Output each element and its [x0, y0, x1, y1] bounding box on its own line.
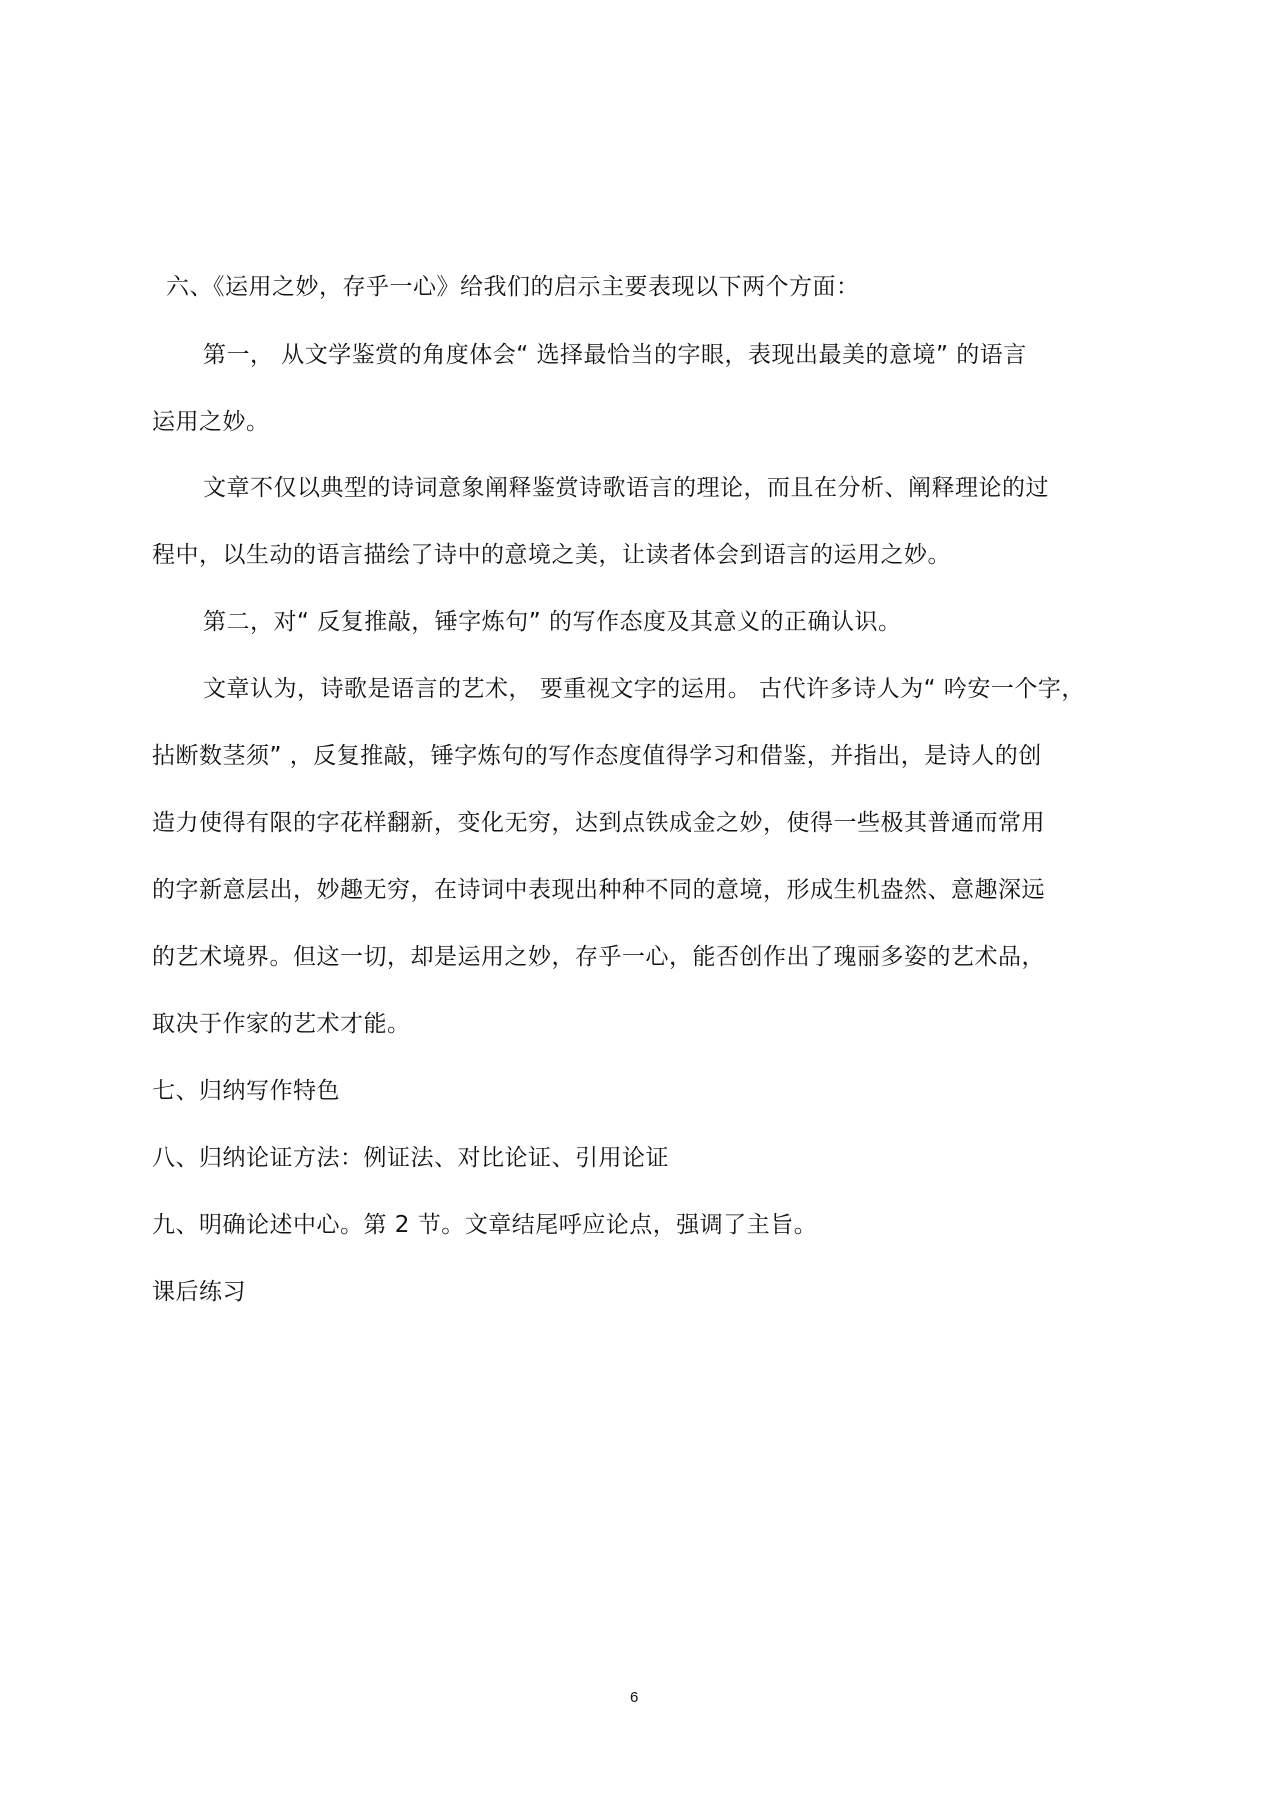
point-one-line-1: 第一， 从文学鉴赏的角度体会“ 选择最恰当的字眼，表现出最美的意境” 的语言: [203, 342, 1027, 368]
paragraph-2-line-3: 造力使得有限的字花样翻新，变化无穷，达到点铁成金之妙，使得一些极其普通而常用: [152, 810, 1045, 836]
section-six-heading: 六、《运用之妙，存乎一心》给我们的启示主要表现以下两个方面：: [166, 274, 860, 300]
section-nine-heading: 九、明确论述中心。第 2 节。文章结尾呼应论点，强调了主旨。: [152, 1212, 818, 1238]
section-eight-heading: 八、归纳论证方法：例证法、对比论证、引用论证: [152, 1145, 669, 1171]
page-number: 6: [630, 1689, 639, 1706]
paragraph-2-line-2: 拈断数茎须” ，反复推敲，锤字炼句的写作态度值得学习和借鉴，并指出，是诗人的创: [152, 743, 1042, 769]
paragraph-1-line-1: 文章不仅以典型的诗词意象阐释鉴赏诗歌语言的理论，而且在分析、阐释理论的过: [203, 475, 1049, 501]
paragraph-1-line-2: 程中，以生动的语言描绘了诗中的意境之美，让读者体会到语言的运用之妙。: [152, 542, 951, 568]
point-two-line: 第二，对“ 反复推敲，锤字炼句” 的写作态度及其意义的正确认识。: [203, 609, 902, 635]
paragraph-2-line-6: 取决于作家的艺术才能。: [152, 1011, 411, 1037]
paragraph-2-line-4: 的字新意层出，妙趣无穷，在诗词中表现出种种不同的意境，形成生机盎然、意趣深远: [152, 877, 1045, 903]
exercises-heading: 课后练习: [152, 1279, 246, 1305]
section-seven-heading: 七、归纳写作特色: [152, 1078, 340, 1104]
paragraph-2-line-5: 的艺术境界。但这一切，却是运用之妙，存乎一心，能否创作出了瑰丽多姿的艺术品，: [152, 944, 1045, 970]
paragraph-2-line-1: 文章认为，诗歌是语言的艺术， 要重视文字的运用。 古代许多诗人为“ 吟安一个字，: [203, 676, 1085, 702]
point-one-line-2: 运用之妙。: [152, 409, 270, 435]
